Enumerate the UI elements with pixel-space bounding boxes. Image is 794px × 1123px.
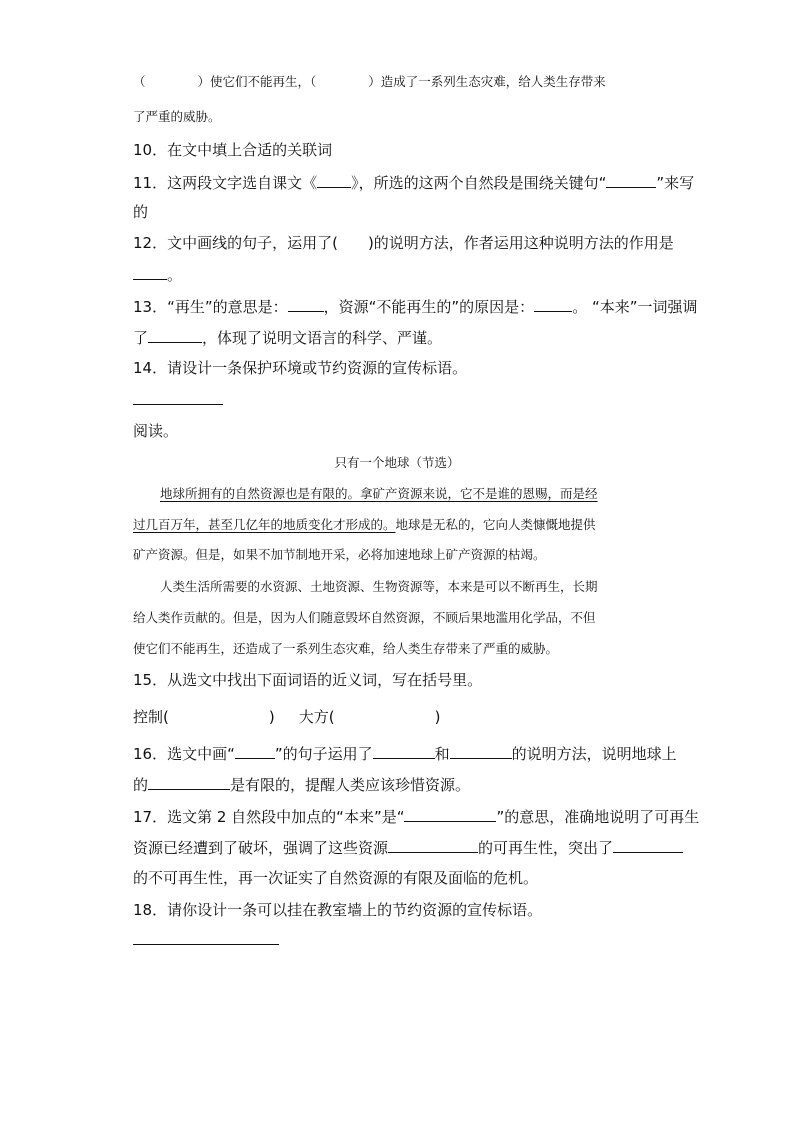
question-text: 了	[133, 329, 149, 347]
question-16-continuation	[133, 774, 470, 795]
question-text: 12．文中画线的句子，运用了(	[133, 234, 338, 252]
passage-continuation-end: 了严重的威胁。	[133, 109, 221, 124]
reading-label: 阅读。	[133, 422, 179, 440]
question-text: ”的句子运用了	[274, 745, 373, 763]
question-text: ，体现了说明文语言的科学、严谨。	[202, 329, 443, 347]
answer-blank[interactable]	[133, 264, 167, 280]
answer-blank[interactable]	[450, 743, 512, 759]
word-control: 控制(	[133, 708, 169, 726]
question-text: ”来写	[656, 174, 695, 192]
question-text: ，资源“不能再生的”的原因是：	[323, 298, 535, 316]
question-text: ”的意思，准确地说明了可再生	[496, 808, 700, 826]
bracket-close: )	[434, 708, 441, 726]
question-15-words	[133, 707, 440, 727]
passage-p2-line2: 给人类作贡献的。但是，因为人们随意毁坏自然资源，不顾后果地滥用化学品，不但	[133, 610, 596, 625]
question-11-continuation: 的	[133, 203, 149, 221]
underlined-sentence: 地球所拥有的自然资源也是有限的。拿矿产资源来说，它不是谁的恩赐，而是经	[160, 486, 598, 501]
question-17-continuation	[133, 837, 683, 858]
underlined-sentence: 过几百万年，甚至几亿年的地质变化才形成的。	[133, 517, 396, 532]
answer-blank[interactable]	[317, 172, 351, 188]
question-11	[133, 172, 694, 193]
answer-blank[interactable]	[613, 837, 683, 853]
question-text: 。	[167, 266, 183, 284]
passage-continuation-line	[133, 72, 606, 92]
question-text: 。 “本来”一词强调	[572, 298, 698, 316]
answer-blank[interactable]	[606, 172, 656, 188]
answer-blank[interactable]	[148, 774, 230, 790]
answer-blank[interactable]	[288, 296, 324, 312]
bracket-open: （	[133, 74, 146, 89]
question-text: 和	[434, 745, 450, 763]
answer-line[interactable]	[133, 944, 279, 945]
question-text: 17．选文第 2 自然段中加点的“本来”是“	[133, 808, 405, 826]
passage-text: 地球是无私的，它向人类慷慨地提供	[395, 517, 596, 532]
text-fragment: ）使它们不能再生，（	[197, 74, 317, 89]
question-18: 18．请你设计一条可以挂在教室墙上的节约资源的宣传标语。	[133, 901, 543, 919]
answer-blank[interactable]	[148, 327, 202, 343]
answer-blank[interactable]	[534, 296, 572, 312]
question-text: 11．这两段文字选自课文《	[133, 174, 318, 192]
answer-blank[interactable]	[373, 743, 435, 759]
answer-line[interactable]	[133, 404, 223, 405]
question-text: 资源已经遭到了破坏，强调了这些资源	[133, 839, 389, 857]
bracket-close: )	[268, 708, 275, 726]
question-text: 是有限的，提醒人类应该珍惜资源。	[230, 776, 471, 794]
question-text: 》，所选的这两个自然段是围绕关键句“	[351, 174, 607, 192]
question-10: 10．在文中填上合适的关联词	[133, 141, 333, 159]
answer-blank[interactable]	[235, 743, 275, 759]
answer-blank[interactable]	[404, 806, 496, 822]
question-14: 14．请设计一条保护环境或节约资源的宣传标语。	[133, 359, 468, 377]
question-15: 15．从选文中找出下面词语的近义词，写在括号里。	[133, 671, 483, 689]
passage-p1-line1	[160, 484, 598, 504]
passage-p2-line1: 人类生活所需要的水资源、土地资源、生物资源等，本来是可以不断再生，长期	[160, 579, 598, 594]
question-text: 的	[133, 776, 149, 794]
question-text: )的说明方法，作者运用这种说明方法的作用是	[367, 234, 674, 252]
passage-p1-line3: 矿产资源。但是，如果不加节制地开采，必将加速地球上矿产资源的枯竭。	[133, 547, 546, 562]
question-12	[133, 233, 674, 253]
passage-p1-line2	[133, 515, 596, 535]
question-13-continuation	[133, 327, 442, 348]
question-text: 16．选文中画“	[133, 745, 235, 763]
answer-blank[interactable]	[388, 837, 478, 853]
question-text: 的可再生性，突出了	[478, 839, 614, 857]
question-13	[133, 296, 698, 317]
passage-p2-line3: 使它们不能再生，还造成了一系列生态灾难，给人类生存带来了严重的威胁。	[133, 641, 559, 656]
question-text: 13．“再生”的意思是：	[133, 298, 288, 316]
question-12-continuation	[133, 264, 182, 285]
question-17	[133, 806, 699, 827]
question-text: 的说明方法，说明地球上	[511, 745, 677, 763]
question-17-end: 的不可再生性，再一次证实了自然资源的有限及面临的危机。	[133, 869, 539, 887]
question-16	[133, 743, 677, 764]
word-generous: 大方(	[298, 708, 335, 726]
text-fragment: ）造成了一系列生态灾难，给人类生存带来	[368, 74, 606, 89]
passage-title: 只有一个地球（节选）	[334, 455, 460, 470]
